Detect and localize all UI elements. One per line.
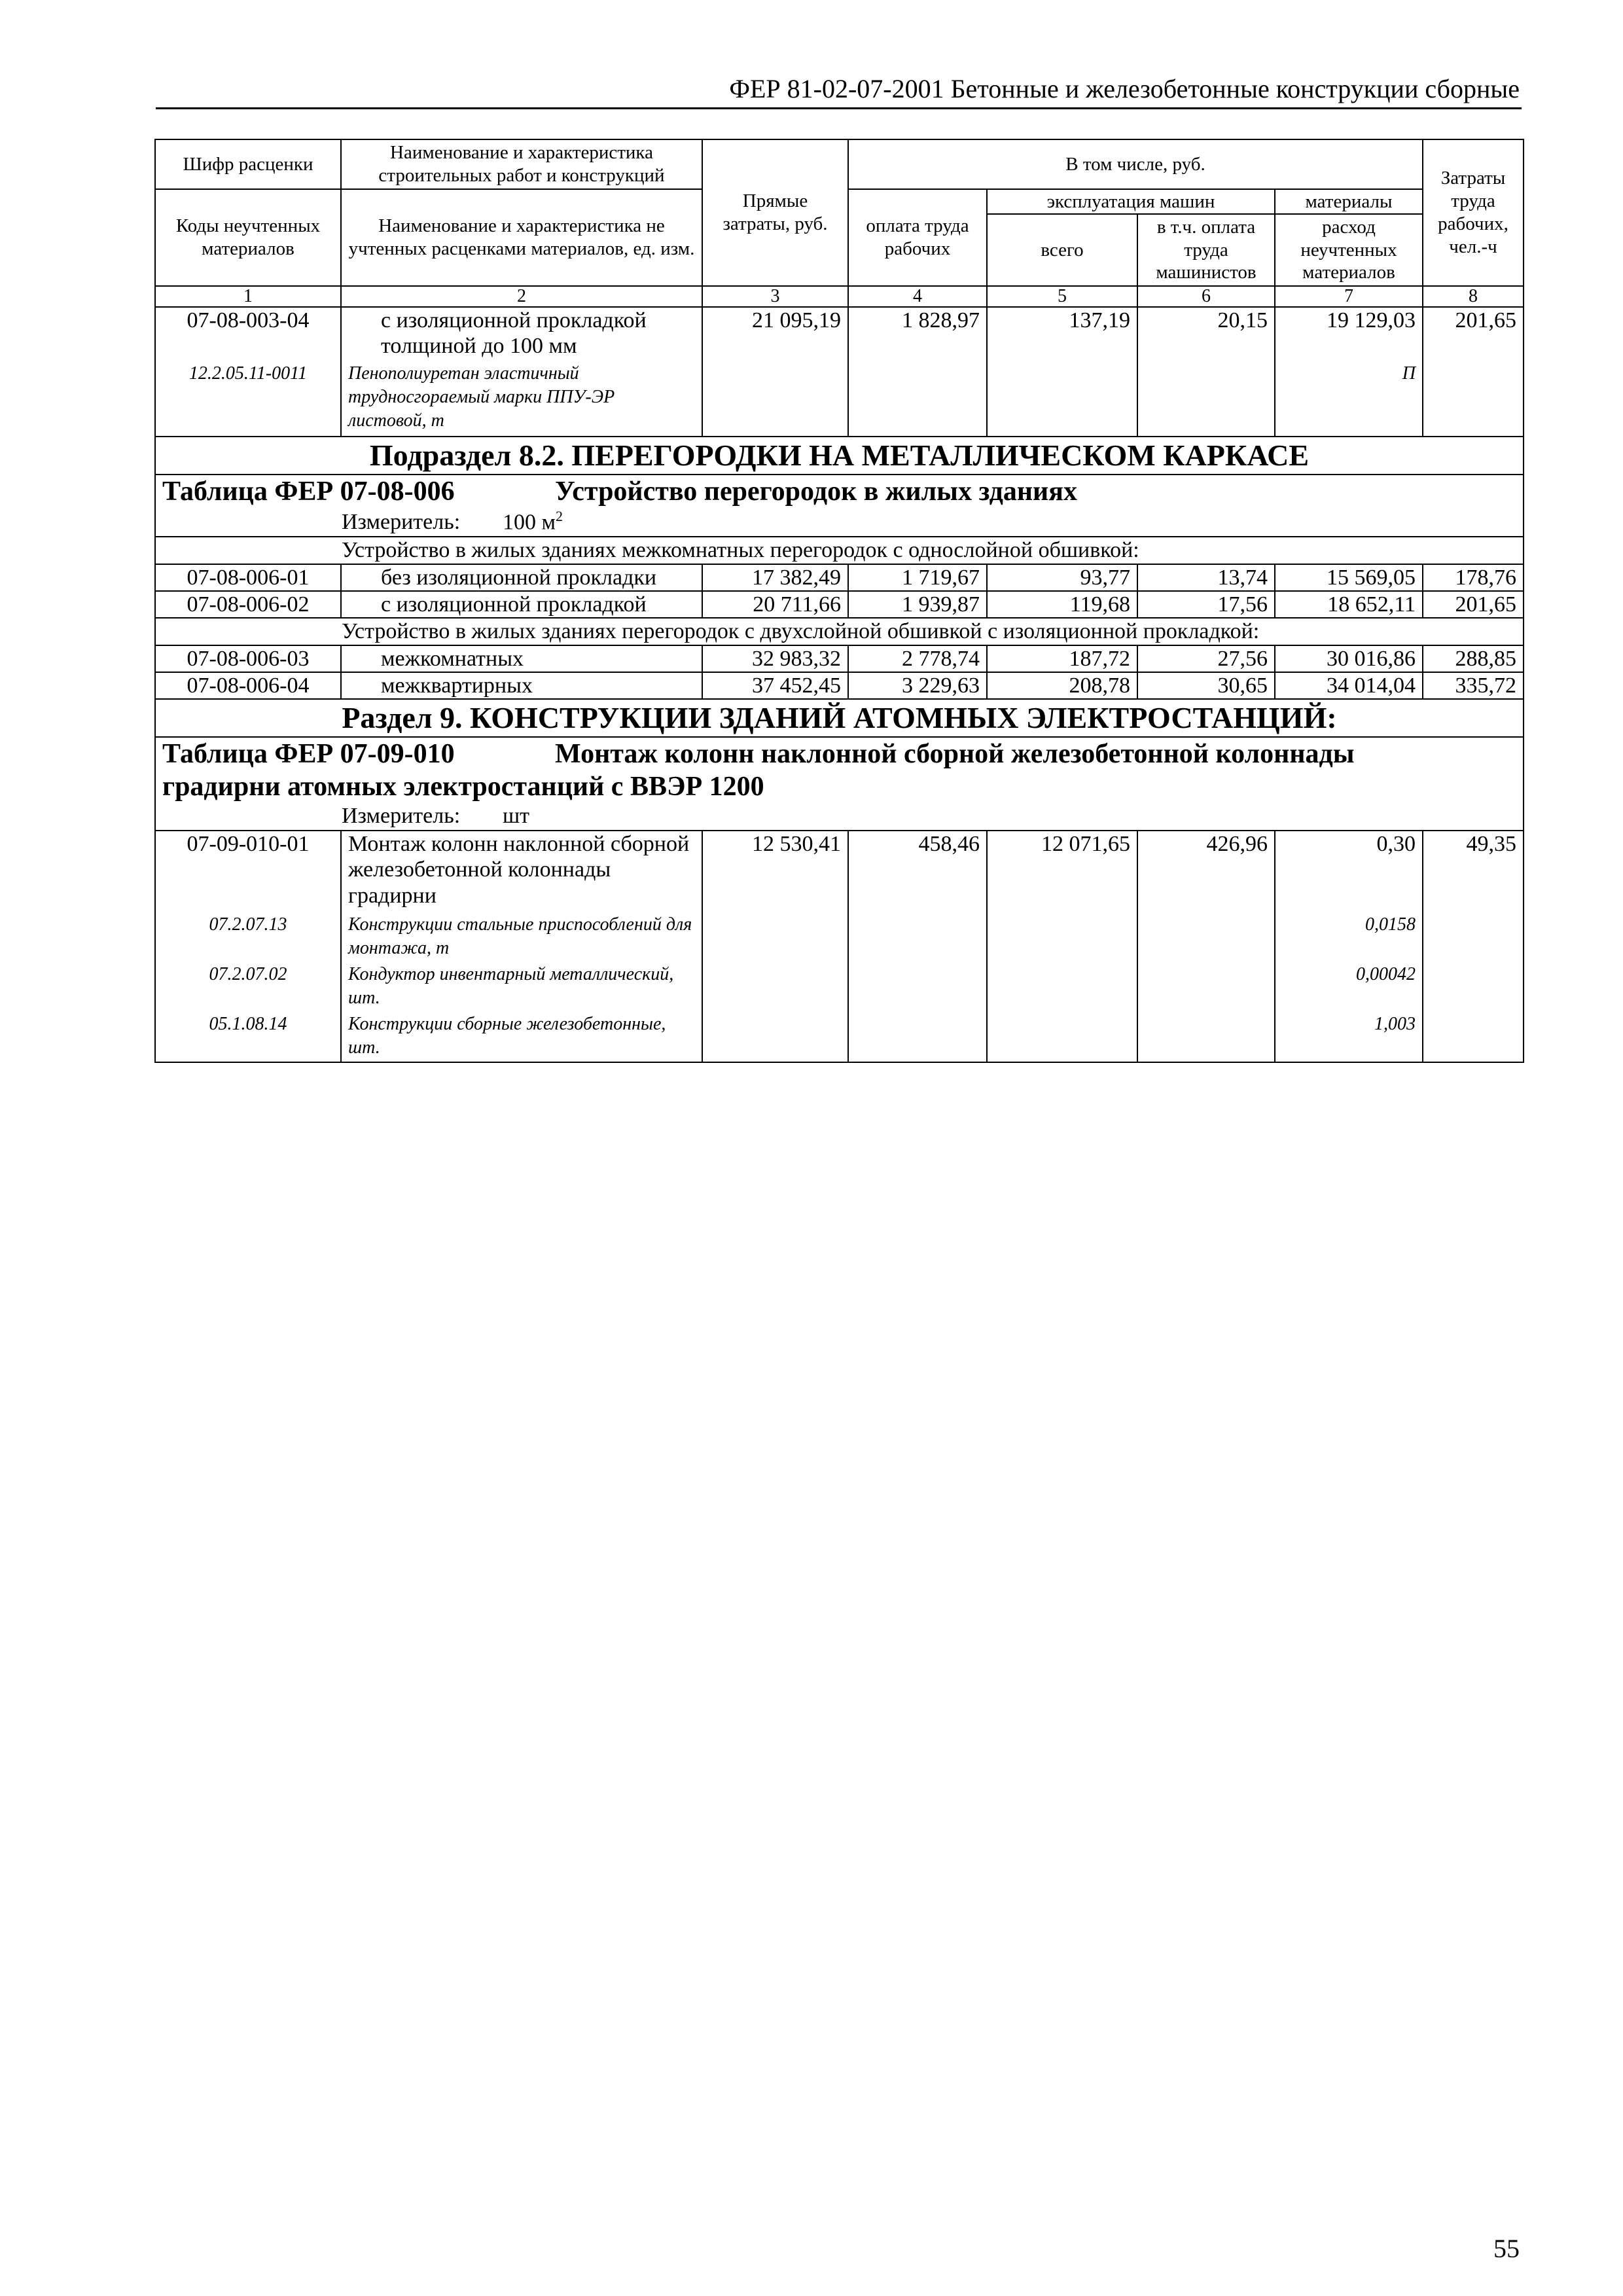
- machine-cost: 137,19: [987, 307, 1137, 362]
- material-name: Пенополиуретан эластичный трудносгораемый марки ППУ-ЭР листовой, т: [341, 362, 702, 437]
- table-title-row: [155, 475, 1524, 508]
- material-row: [155, 913, 1524, 963]
- material-qty: 1,003: [1275, 1013, 1423, 1062]
- column-numbers-row: [155, 286, 1524, 307]
- head-name-top: Наименование и характеристика строительных работ и конструкций: [341, 139, 702, 189]
- measure-superscript: 2: [556, 508, 563, 524]
- table-row: [155, 307, 1524, 362]
- machine-cost: 119,68: [987, 591, 1137, 618]
- rate-code: 07-09-010-01: [155, 831, 341, 913]
- col-num-6: 6: [1137, 286, 1275, 307]
- section-title: Раздел 9. КОНСТРУКЦИИ ЗДАНИЙ АТОМНЫХ ЭЛЕКТРОСТАНЦИЙ:: [155, 699, 1524, 737]
- measure-row: [155, 508, 1524, 537]
- labor-pay: 458,46: [848, 831, 987, 913]
- table-row: [155, 672, 1524, 699]
- head-name-bottom: Наименование и характеристика не учтенных расценками материалов, ед. изм.: [341, 189, 702, 286]
- material-cost: 30 016,86: [1275, 645, 1423, 672]
- rate-code: 07-08-003-04: [155, 307, 341, 362]
- measure-label: Измеритель:: [342, 510, 461, 535]
- head-unaccounted: расход неучтенных материалов: [1275, 214, 1423, 286]
- table-title: Монтаж колонн наклонной сборной железобетонной колоннады: [555, 739, 1355, 770]
- direct-cost: 37 452,45: [702, 672, 848, 699]
- head-labor-cost: Затраты труда рабочих, чел.-ч: [1423, 139, 1524, 286]
- col-num-2: 2: [341, 286, 702, 307]
- rate-code: 07-08-006-04: [155, 672, 341, 699]
- header-row-1: [155, 139, 1524, 189]
- operator-pay: 20,15: [1137, 307, 1275, 362]
- work-name: Монтаж колонн наклонной сборной железобетонной колоннады градирни: [341, 831, 702, 913]
- operator-pay: 17,56: [1137, 591, 1275, 618]
- direct-cost: 21 095,19: [702, 307, 848, 362]
- material-qty: 0,00042: [1275, 963, 1423, 1013]
- material-cost: 18 652,11: [1275, 591, 1423, 618]
- labor-pay: 1 719,67: [848, 564, 987, 591]
- work-name: с изоляционной прокладкой: [341, 591, 702, 618]
- direct-cost: 20 711,66: [702, 591, 848, 618]
- machine-cost: 93,77: [987, 564, 1137, 591]
- labor-pay: 1 828,97: [848, 307, 987, 362]
- direct-cost: 32 983,32: [702, 645, 848, 672]
- subsection-title: Подраздел 8.2. ПЕРЕГОРОДКИ НА МЕТАЛЛИЧЕСКОМ КАРКАСЕ: [155, 437, 1524, 475]
- material-code: 05.1.08.14: [155, 1013, 341, 1062]
- machine-cost: 187,72: [987, 645, 1137, 672]
- material-code: 07.2.07.13: [155, 913, 341, 963]
- work-name: межкомнатных: [341, 645, 702, 672]
- head-materials: материалы: [1275, 189, 1423, 214]
- table-title: Устройство перегородок в жилых зданиях: [555, 476, 1077, 507]
- rate-code: 07-08-006-01: [155, 564, 341, 591]
- measure-value: 100 м: [503, 510, 556, 535]
- labor-pay: 3 229,63: [848, 672, 987, 699]
- col-num-7: 7: [1275, 286, 1423, 307]
- work-name: без изоляционной прокладки: [341, 564, 702, 591]
- material-row: [155, 362, 1524, 437]
- work-name: с изоляционной прокладкой толщиной до 100 мм: [341, 307, 702, 362]
- direct-cost: 12 530,41: [702, 831, 848, 913]
- measure-value: шт: [503, 804, 530, 829]
- head-codes: Коды неучтенных материалов: [155, 189, 341, 286]
- labor-hours: 335,72: [1423, 672, 1524, 699]
- material-row: [155, 1013, 1524, 1062]
- work-name: межквартирных: [341, 672, 702, 699]
- measure-label: Измеритель:: [342, 804, 461, 829]
- labor-pay: 1 939,87: [848, 591, 987, 618]
- material-name: Кондуктор инвентарный металлический, шт.: [341, 963, 702, 1013]
- material-row: [155, 963, 1524, 1013]
- material-code: 07.2.07.02: [155, 963, 341, 1013]
- caption-row: [155, 618, 1524, 645]
- group-caption: Устройство в жилых зданиях перегородок с двухслойной обшивкой с изоляционной прокладкой:: [155, 618, 1524, 645]
- head-total: всего: [987, 214, 1137, 286]
- direct-cost: 17 382,49: [702, 564, 848, 591]
- page-number: 55: [1493, 2234, 1520, 2263]
- material-name: Конструкции стальные приспособлений для монтажа, т: [341, 913, 702, 963]
- material-qty: П: [1275, 362, 1423, 437]
- head-machines: эксплуатация машин: [987, 189, 1275, 214]
- table-number: Таблица ФЕР 07-09-010: [162, 739, 455, 770]
- table-title-row-2: [155, 770, 1524, 803]
- head-labor-pay: оплата труда рабочих: [848, 189, 987, 286]
- col-num-8: 8: [1423, 286, 1524, 307]
- rate-code: 07-08-006-03: [155, 645, 341, 672]
- head-direct: Прямые затраты, руб.: [702, 139, 848, 286]
- material-cost: 15 569,05: [1275, 564, 1423, 591]
- labor-pay: 2 778,74: [848, 645, 987, 672]
- operator-pay: 13,74: [1137, 564, 1275, 591]
- machine-cost: 12 071,65: [987, 831, 1137, 913]
- price-table: [154, 139, 1524, 1063]
- header-rule: [156, 107, 1522, 109]
- operator-pay: 30,65: [1137, 672, 1275, 699]
- material-qty: 0,0158: [1275, 913, 1423, 963]
- material-cost: 34 014,04: [1275, 672, 1423, 699]
- rate-code: 07-08-006-02: [155, 591, 341, 618]
- caption-row: [155, 537, 1524, 564]
- head-including: В том числе, руб.: [848, 139, 1423, 189]
- head-incl-operators: в т.ч. оплата труда машинистов: [1137, 214, 1275, 286]
- labor-hours: 201,65: [1423, 307, 1524, 362]
- running-header: ФЕР 81-02-07-2001 Бетонные и железобетонные конструкции сборные: [729, 74, 1520, 103]
- material-name: Конструкции сборные железобетонные, шт.: [341, 1013, 702, 1062]
- section-row: [155, 699, 1524, 737]
- table-row: [155, 564, 1524, 591]
- col-num-1: 1: [155, 286, 341, 307]
- col-num-5: 5: [987, 286, 1137, 307]
- material-code: 12.2.05.11-0011: [155, 362, 341, 437]
- operator-pay: 27,56: [1137, 645, 1275, 672]
- head-cipher: Шифр расценки: [155, 139, 341, 189]
- table-title-row: [155, 737, 1524, 770]
- labor-hours: 288,85: [1423, 645, 1524, 672]
- table-number: Таблица ФЕР 07-08-006: [162, 476, 455, 507]
- material-cost: 19 129,03: [1275, 307, 1423, 362]
- machine-cost: 208,78: [987, 672, 1137, 699]
- group-caption: Устройство в жилых зданиях межкомнатных перегородок с однослойной обшивкой:: [155, 537, 1524, 564]
- table-row: [155, 831, 1524, 913]
- labor-hours: 201,65: [1423, 591, 1524, 618]
- col-num-3: 3: [702, 286, 848, 307]
- table-row: [155, 591, 1524, 618]
- table-title-continued: градирни атомных электростанций с ВВЭР 1200: [155, 770, 1524, 803]
- measure-row: [155, 803, 1524, 831]
- col-num-4: 4: [848, 286, 987, 307]
- material-cost: 0,30: [1275, 831, 1423, 913]
- labor-hours: 49,35: [1423, 831, 1524, 913]
- subsection-row: [155, 437, 1524, 475]
- operator-pay: 426,96: [1137, 831, 1275, 913]
- labor-hours: 178,76: [1423, 564, 1524, 591]
- table-row: [155, 645, 1524, 672]
